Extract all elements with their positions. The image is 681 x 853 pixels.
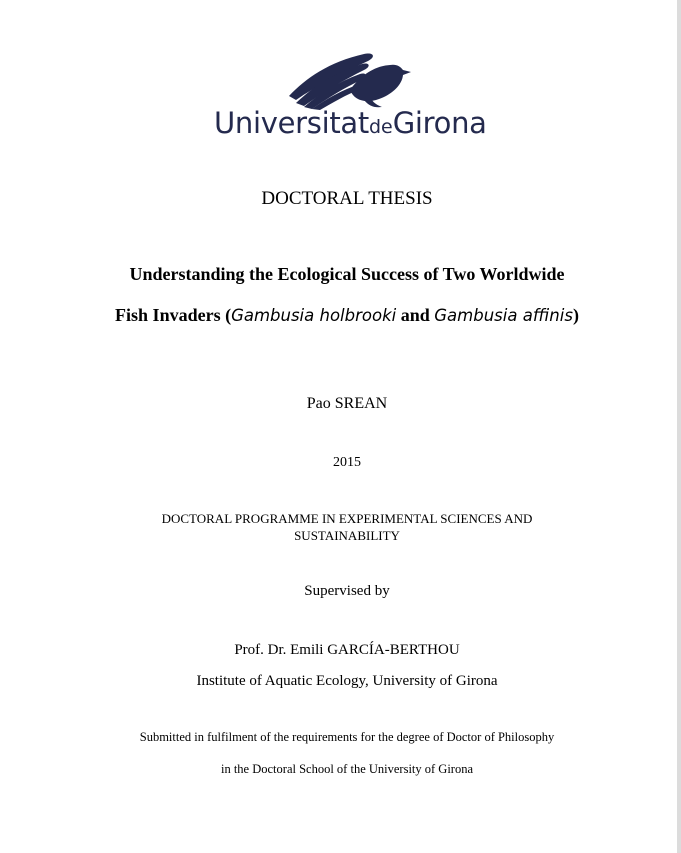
document-type: DOCTORAL THESIS: [261, 188, 433, 209]
species-1: Gambusia holbrooki: [231, 306, 397, 325]
university-name: [214, 106, 487, 140]
submission-statement-line-2: in the Doctoral School of the University of Girona: [220, 762, 474, 776]
author-name: Pao SREAN: [306, 395, 388, 412]
title-prefix: Fish Invaders (: [115, 305, 232, 325]
thesis-year: 2015: [333, 455, 361, 470]
programme-line-1: DOCTORAL PROGRAMME IN EXPERIMENTAL SCIENCES AND: [161, 511, 533, 526]
doctoral-programme: [0, 510, 681, 544]
thesis-title-line-1: Understanding the Ecological Success of Two Worldwide: [129, 264, 565, 284]
title-conjunction: and: [396, 305, 435, 325]
page-edge: [677, 0, 681, 853]
logo-word-girona: Girona: [392, 106, 487, 140]
thesis-title-line-2: [0, 305, 681, 326]
supervisor-institute: Institute of Aquatic Ecology, University of Girona: [196, 673, 498, 689]
supervisor-name: Prof. Dr. Emili GARCÍA-BERTHOU: [234, 642, 460, 658]
programme-line-2: SUSTAINABILITY: [294, 528, 400, 543]
submission-statement-line-1: Submitted in fulfilment of the requirements for the degree of Doctor of Philosophy: [139, 730, 555, 744]
title-suffix: ): [572, 305, 579, 325]
logo-word-universitat: Universitat: [214, 106, 369, 140]
supervised-by-label: Supervised by: [304, 583, 390, 599]
logo-word-de: de: [368, 116, 393, 138]
species-2: Gambusia affinis: [434, 306, 573, 325]
